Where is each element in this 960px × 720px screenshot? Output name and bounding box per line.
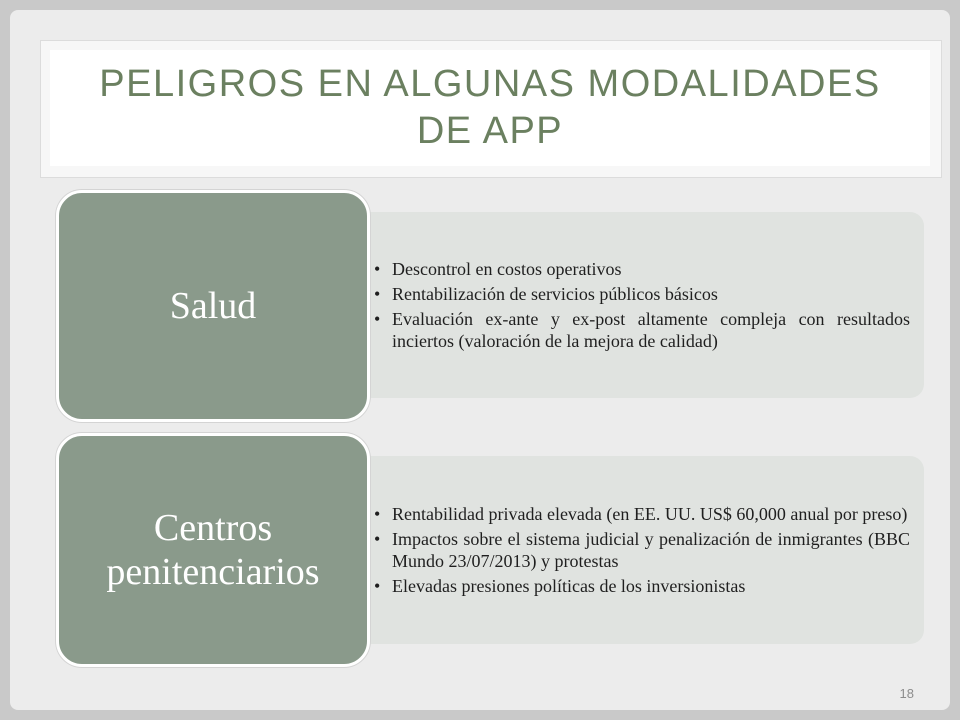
page-number: 18 bbox=[899, 686, 914, 701]
category-box-centros-penitenciarios bbox=[56, 433, 370, 667]
title-box bbox=[40, 40, 942, 178]
slide bbox=[10, 10, 950, 710]
bullet-list-salud bbox=[372, 255, 910, 355]
category-label: Centros penitenciarios bbox=[106, 507, 320, 593]
title-inner bbox=[50, 50, 930, 166]
bullet-item: • Evaluación ex-ante y ex-post altamente compleja con resultados inciertos (valoración de la mejora de calidad) bbox=[372, 308, 910, 352]
bullet-item: • Descontrol en costos operativos bbox=[372, 258, 910, 280]
category-box-salud bbox=[56, 190, 370, 422]
detail-panel-salud bbox=[300, 212, 924, 398]
detail-panel-centros-penitenciarios bbox=[300, 456, 924, 644]
bullet-item: • Impactos sobre el sistema judicial y penalización de inmigrantes (BBC Mundo 23/07/2013) y protestas bbox=[372, 528, 910, 572]
bullet-list-centros-penitenciarios bbox=[372, 500, 910, 600]
bullet-item: • Rentabilización de servicios públicos básicos bbox=[372, 283, 910, 305]
bullet-item: • Elevadas presiones políticas de los inversionistas bbox=[372, 575, 910, 597]
slide-title: PELIGROS EN ALGUNAS MODALIDADES DE APP bbox=[99, 63, 881, 152]
bullet-item: • Rentabilidad privada elevada (en EE. UU. US$ 60,000 anual por preso) bbox=[372, 503, 910, 525]
category-label: Salud bbox=[169, 285, 257, 327]
